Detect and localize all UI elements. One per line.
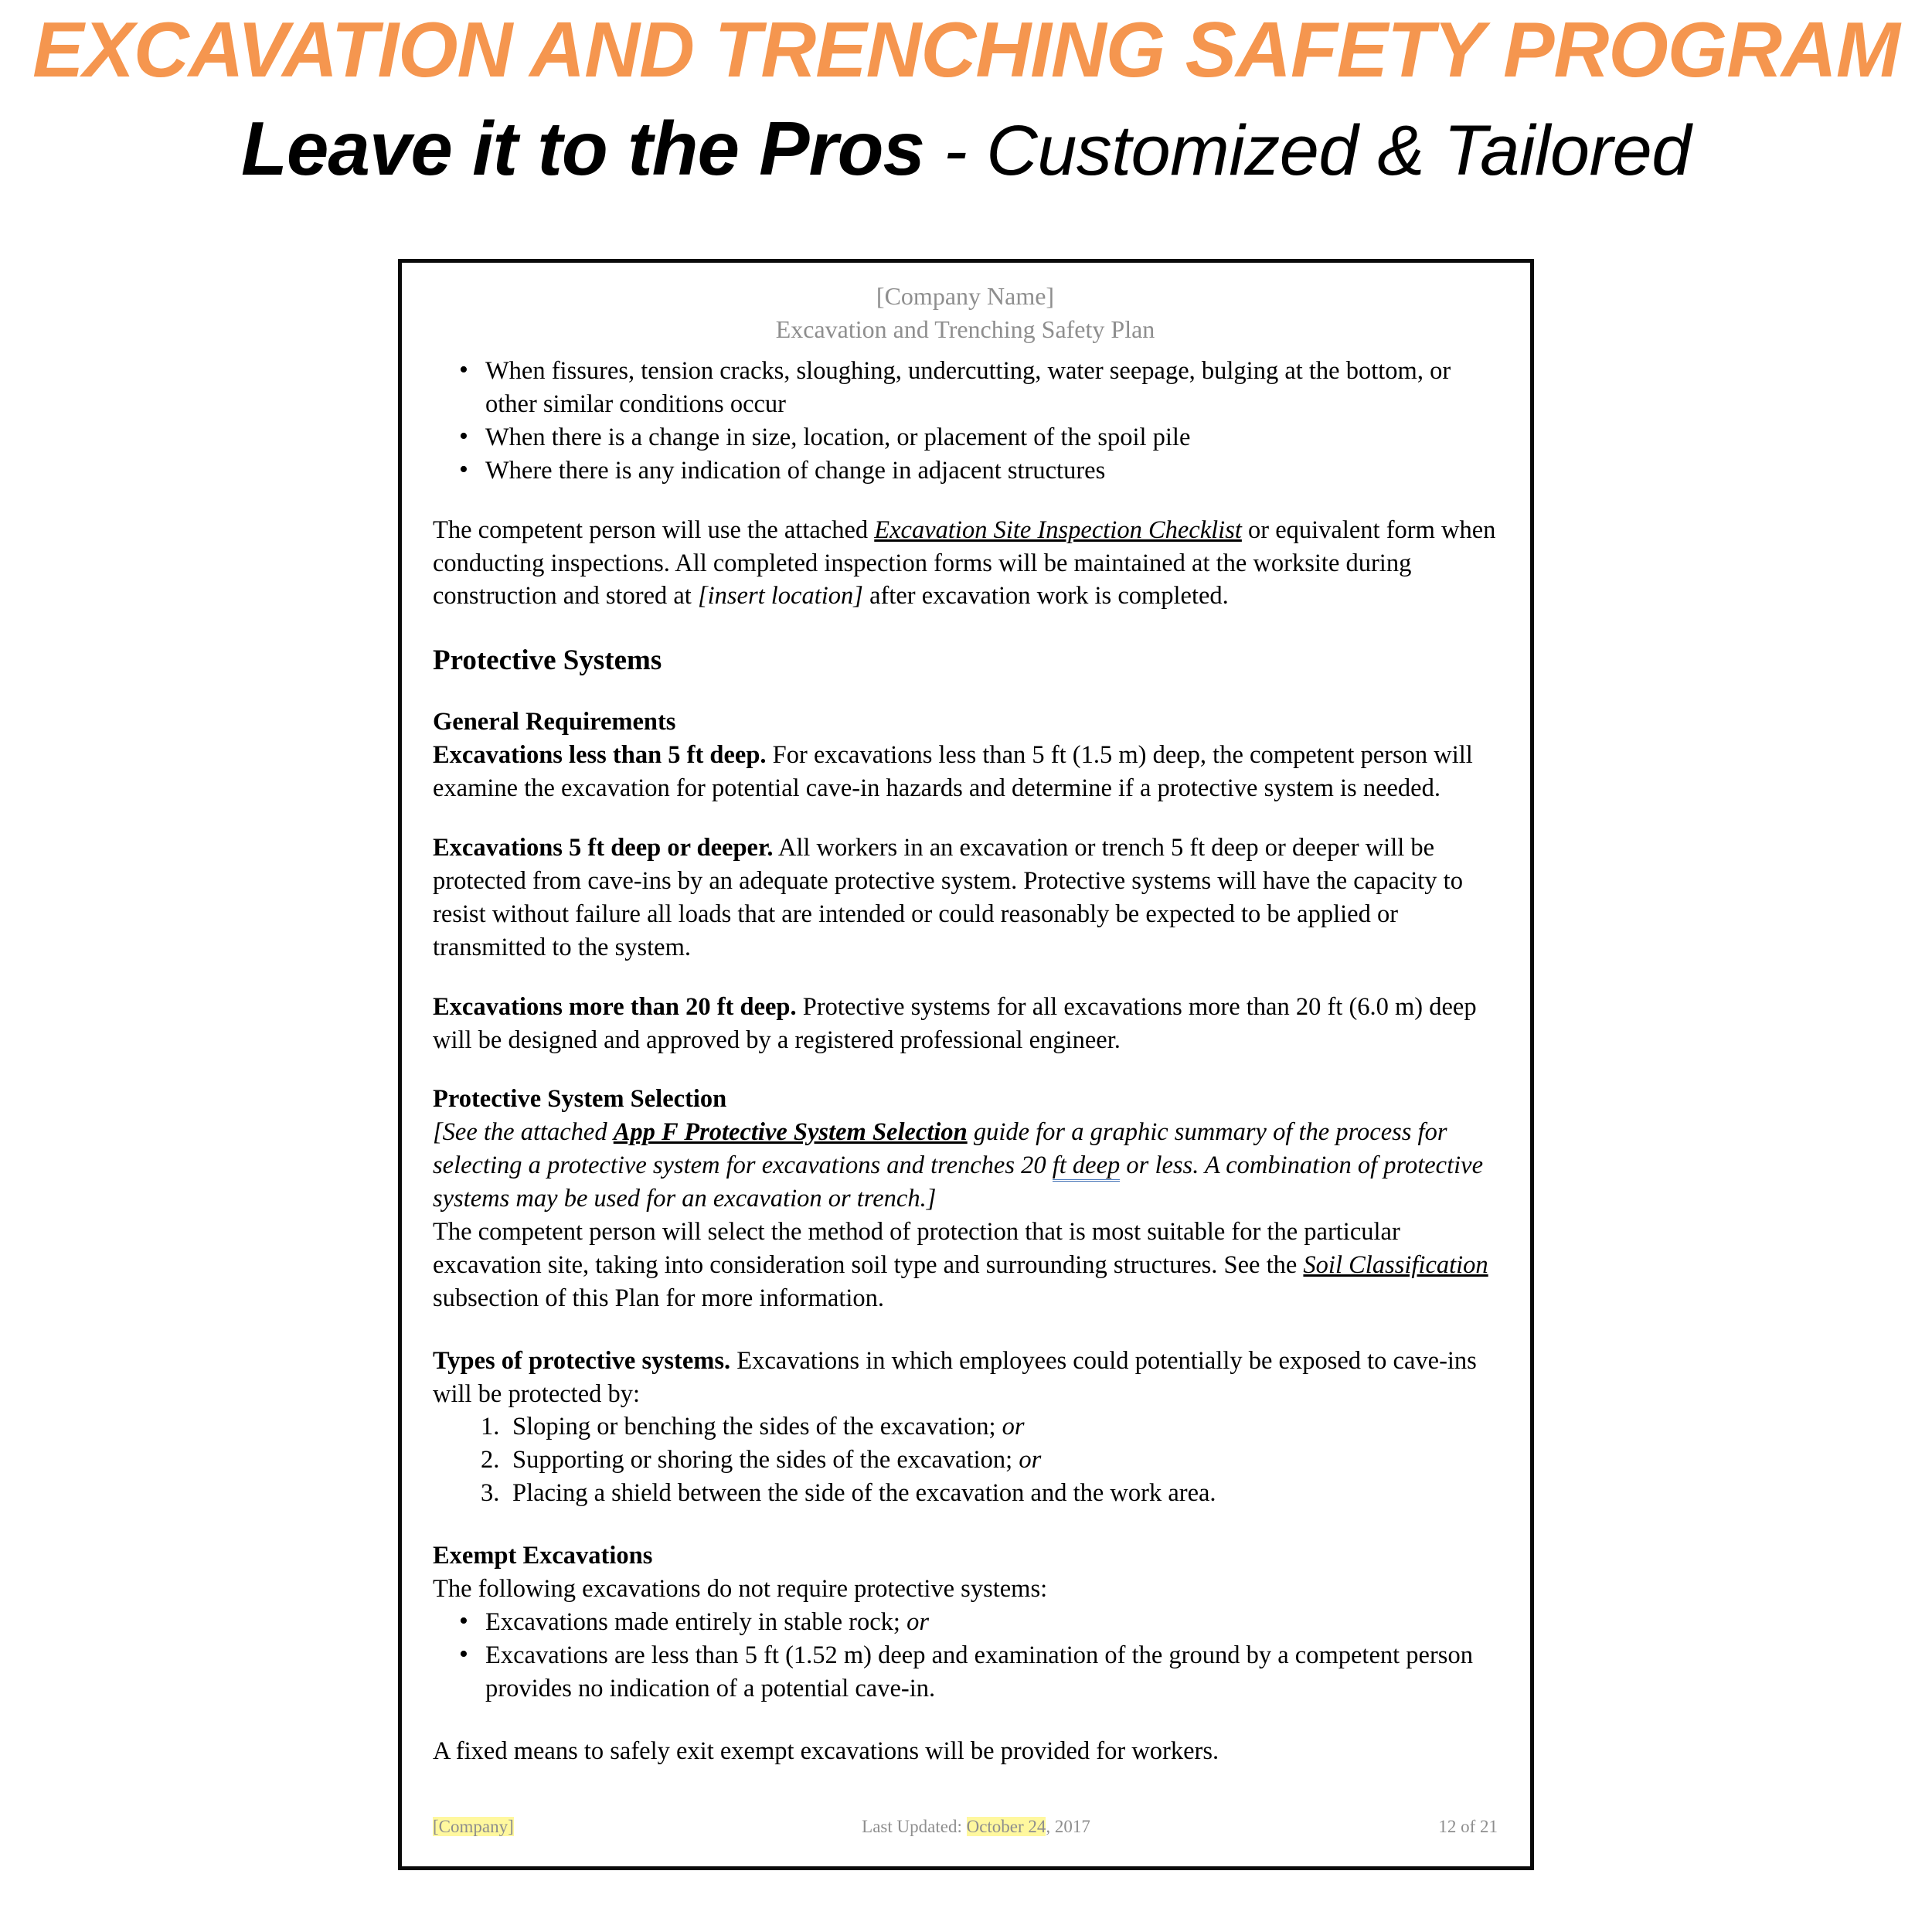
subtitle-bold-text: Leave it to the Pros [241,106,925,192]
paragraph-selection-body [433,1216,1498,1315]
paragraph-5ft-or-deeper [433,832,1498,964]
inspection-para-part3: after excavation work is completed. [862,582,1229,611]
inspection-triggers-list [433,355,1498,488]
paragraph-exempt-closing: A fixed means to safely exit exempt excavations will be provided for workers. [433,1736,1219,1765]
list-item-trailing-or: or [906,1607,929,1636]
plan-title: Excavation and Trenching Safety Plan [775,315,1155,343]
list-item [433,1444,1498,1477]
lead-more-than-20ft: Excavations more than 20 ft deep. [433,992,797,1021]
list-item: • Where there is any indication of change in adjacent structures [433,454,1498,488]
slide-subtitle [0,90,1932,192]
document-header [433,280,1498,345]
lead-less-than-5ft: Excavations less than 5 ft deep. [433,741,767,770]
list-item-text: Sloping or benching the sides of the excavation; [512,1413,1002,1441]
selection-note-part1: [See the attached [433,1118,614,1147]
inspection-paragraph [433,514,1498,614]
document-body [433,355,1498,1767]
slide-header [0,0,1932,192]
document-footer [433,1817,1498,1837]
lead-5ft-or-deeper: Excavations 5 ft deep or deeper. [433,834,774,862]
list-item [433,1606,1498,1639]
subheading-protective-system-selection: Protective System Selection [433,1085,727,1114]
body-5ft-or-deeper: All workers in an excavation or trench 5 ft deep or deeper will be protected from cave-ins by an adequate protective system. Protective systems will have the capacity to resist without failure all loads that are intended or could reasonably be expected to be applied or transmitted to the system. [433,834,1463,961]
app-f-protective-system-selection-link[interactable]: App F Protective System Selection [613,1118,968,1147]
paragraph-less-than-5ft [433,739,1498,805]
list-item [433,1477,1498,1510]
footer-last-updated-year: , 2017 [1046,1817,1090,1836]
excavation-site-inspection-checklist-link[interactable]: Excavation Site Inspection Checklist [874,515,1242,544]
document-content [402,263,1530,1767]
company-name-placeholder: [Company Name] [876,282,1055,310]
selection-note-part3: or less. A combination of protective systems may be used for an excavation or trench.] [433,1151,1483,1213]
list-item-text: Supporting or shoring the sides of the excavation; [512,1446,1019,1475]
selection-body-part1: The competent person will select the method of protection that is most suitable for the particular excavation site, taking into consideration soil type and surrounding structures. See the [433,1218,1400,1279]
footer-page-number: 12 of 21 [1438,1817,1498,1836]
list-item-text: Placing a shield between the side of the excavation and the work area. [512,1479,1216,1508]
list-item [433,1410,1498,1444]
paragraph-types-of-protective-systems [433,1345,1498,1411]
subtitle-light-text: - Customized & Tailored [924,111,1691,191]
inspection-para-part2: or equivalent form when conducting inspections. All completed inspection forms will be maintained at the worksite during construction and stored at [433,515,1496,611]
list-item-text: Excavations are less than 5 ft (1.52 m) deep and examination of the ground by a competent person provides no indication of a potential cave-in. [485,1641,1473,1702]
footer-company-text: [Company] [433,1817,514,1836]
lead-types-of-protective-systems: Types of protective systems. [433,1346,731,1375]
document-page-preview [398,259,1534,1870]
list-item-trailing-or: or [1019,1446,1042,1475]
body-less-than-5ft: For excavations less than 5 ft (1.5 m) deep, the competent person will examine the excavation for potential cave-in hazards and determine if a protective system is needed. [433,741,1473,803]
inspection-para-part1: The competent person will use the attached [433,515,875,544]
subheading-general-requirements: General Requirements [433,708,676,736]
page-title: EXCAVATION AND TRENCHING SAFETY PROGRAM [32,7,1900,94]
footer-company [433,1817,514,1837]
subheading-exempt-excavations: Exempt Excavations [433,1542,653,1570]
footer-last-updated-label: Last Updated: [862,1817,967,1836]
selection-note-part2: guide for a graphic summary of the process for selecting a protective system for excavations and trenches 20 [433,1118,1447,1180]
exempt-excavations-list [433,1606,1498,1706]
section-heading-protective-systems: Protective Systems [433,645,662,677]
grammar-flagged-text[interactable]: ft deep [1053,1151,1121,1182]
list-item [433,1639,1498,1706]
list-item-trailing-or: or [1002,1413,1025,1441]
paragraph-selection-note [433,1116,1498,1216]
footer-last-updated-date: October 24 [966,1817,1046,1836]
body-more-than-20ft: Protective systems for all excavations more than 20 ft (6.0 m) deep will be designed and approved by a registered professional engineer. [433,992,1477,1054]
body-types-of-protective-systems: Excavations in which employees could potentially be exposed to cave-ins will be protected by: [433,1346,1477,1408]
selection-body-part2: subsection of this Plan for more information. [433,1284,885,1312]
list-item-text: Excavations made entirely in stable rock; [485,1607,907,1636]
paragraph-exempt-intro: The following excavations do not require protective systems: [433,1575,1048,1604]
paragraph-more-than-20ft [433,991,1498,1057]
soil-classification-link[interactable]: Soil Classification [1303,1250,1488,1279]
footer-last-updated [514,1817,1439,1837]
list-item: • When fissures, tension cracks, sloughing, undercutting, water seepage, bulging at the bottom, or other similar conditions occur [433,355,1498,421]
protective-system-types-list [433,1410,1498,1510]
list-item: • When there is a change in size, location, or placement of the spoil pile [433,421,1498,454]
insert-location-placeholder: [insert location] [697,582,863,611]
